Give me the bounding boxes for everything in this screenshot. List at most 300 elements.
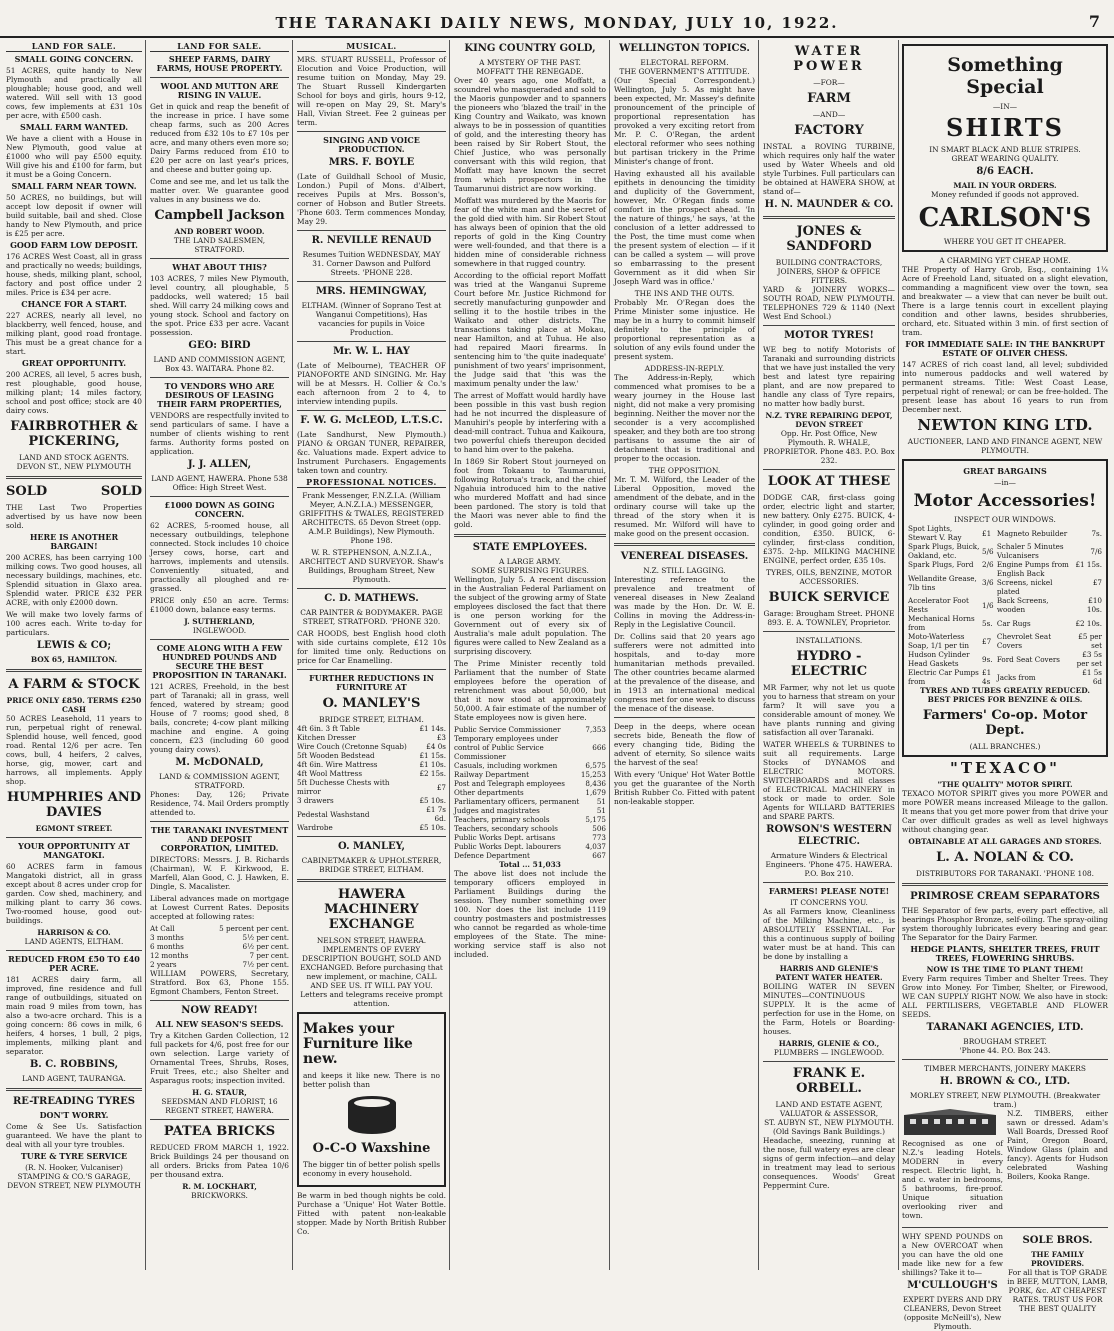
- divider: [297, 836, 446, 837]
- ad-heading: MOTOR TYRES!: [784, 330, 874, 341]
- article-paragraph: (Our Special Correspondent.) Wellington, July 5. As might have been expected, Mr. Massey's definite pronouncement of the principle of proportional representation has provoked a very exciting retort from Mr. P. C. O'Regan, the ardent electoral reformer who sees nothing but partisan trickery in the Prime Minister's change of front.: [614, 76, 755, 166]
- ad-text: With every 'Unique' Hot Water Bottle you get the guarantee of the North British Rubber Co. Fitted with patent non-leakable stopper.: [614, 770, 755, 806]
- ad-text: Recognised as one of N.Z.'s leading Hotels. MODERN in every respect. Electric light, h. and c. water in bedrooms, 5 bathrooms, fire-proof. Unique situation overlooking river and town.: [902, 1139, 1003, 1220]
- article-paragraph: Over 40 years ago, one Moffatt, a scoundrel who masqueraded and sold to the Maoris gunpowder and to spanners the pioneers who 'blazed the trail' in the King Country and Waikato, was known always to be in possession of quantities of gold, and the interesting theory has been raised by Sir Robert Stout, the Chief Justice, who was personally conversant with this wild region, that Moffatt may have known the secret from which prospectors in the Taumarunui district are now working.: [454, 76, 606, 193]
- ad-text: Try a Kitchen Garden Collection, 12 full packets for 4/6, post free for our own selection. Large variety of Ornamental Trees, Shrubs, Roses, Fruit Trees, etc.; also Shelter and Asparagus roots; inspection invited.: [150, 1031, 289, 1085]
- article-paragraph: Probably Mr. O'Regan does the Prime Minister some injustice. He may be in a hurry to commit himself definitely to the principle of proportional representation as a solution of any evils found under the present system.: [614, 298, 755, 361]
- article-subheading: THE GOVERNMENT'S ATTITUDE.: [619, 67, 750, 76]
- ad-text: 50 ACRES Leasehold, 11 years to run, perpetual right of renewal. Splendid house, well fenced, good road. Rental 12/6 per acre. Ten cows, bull, 4 heifers, 2 calves, horse, gig, mower, cart and harrows, all implements. Apply shop.: [6, 714, 142, 786]
- table-row: [908, 650, 1102, 668]
- item-price: £1 5s 6d: [1082, 668, 1102, 686]
- employee-count: 773: [592, 833, 606, 842]
- item-price: £1 15s.: [1075, 560, 1102, 569]
- ad-heading: YOUR OPPORTUNITY AT MANGATOKI.: [18, 841, 130, 860]
- ad-text: IN SMART BLACK AND BLUE STRIPES.: [929, 145, 1081, 154]
- employee-category: Temporary employees under control of Public Service Commissioner: [454, 734, 559, 761]
- firm-name: GEO: BIRD: [188, 340, 251, 351]
- ad-text: PRICE only £50 an acre. Terms: £1000 down, balance easy terms.: [150, 596, 289, 614]
- item-name: Accelerator Foot Rests: [908, 596, 969, 614]
- employee-count: 8,436: [585, 779, 606, 788]
- rate-value: 5½ per cent.: [242, 933, 289, 942]
- ad-text: Come & See Us. Satisfaction guaranteed. We have the plant to deal with all your tyre troubles.: [6, 1122, 142, 1149]
- divider: [902, 1059, 1108, 1060]
- mccullough-ad: [902, 1232, 1003, 1331]
- divider: [902, 1227, 1108, 1228]
- item-name: Electric Car Pumps from: [908, 668, 979, 686]
- item-name: Car Rugs: [996, 618, 1031, 628]
- firm-name-2: AND ROBERT WOOD.: [174, 227, 265, 236]
- item-price: 1/6: [982, 600, 994, 610]
- rate-value: 7½ per cent.: [242, 960, 289, 969]
- ad-text: WE beg to notify Motorists of Taranaki and surrounding districts that we have just installed the very best and latest tyre repairing plant, and are now prepared to handle any class of Tyre repairs, no matter how badly burst.: [763, 345, 895, 408]
- article-subheading: N.Z. STILL LAGGING.: [643, 566, 726, 575]
- ad-heading: HERE IS ANOTHER BARGAIN!: [29, 532, 119, 551]
- item-name: Wellandite Grease, 7lb tins: [908, 573, 977, 592]
- ad-heading: WOOL AND MUTTON ARE RISING IN VALUE.: [160, 81, 279, 100]
- item-name: 4ft 6in. 3 ft Table: [297, 724, 360, 733]
- article-headline: KING COUNTRY GOLD,: [464, 43, 596, 54]
- firm-name: TURE & TYRE SERVICE: [20, 1151, 128, 1161]
- firm-name: TARANAKI AGENCIES, LTD.: [926, 1022, 1084, 1033]
- firm-address: SEEDSMAN AND FLORIST, 16 REGENT STREET, HAWERA.: [161, 1097, 278, 1115]
- divider: [150, 77, 289, 78]
- employee-category: Railway Department: [454, 770, 530, 779]
- column-musical: [297, 40, 446, 1270]
- firm-address: DISTRIBUTORS FOR TARANAKI. 'PHONE 108.: [916, 869, 1094, 878]
- table-row: [908, 542, 1102, 560]
- ad-heading: TO VENDORS WHO ARE DESIROUS OF LEASING THEIR FARM PROPERTIES,: [157, 381, 282, 409]
- ad-heading: HEDGE PLANTS, SHELTER TREES, FRUIT TREES, FLOWERING SHRUBS.: [910, 944, 1100, 963]
- article-paragraph: Moffatt was murdered by the Maoris for fear of the white man and the secret of the gold died with him. Sir Robert Stout has always been of opinion that the old reports of gold in the King Country were well-founded, and that there is a hidden mine of considerable richness somewhere in that rugged country.: [454, 196, 606, 268]
- firm-contact: Office: High Street West.: [172, 483, 267, 492]
- table-row: [297, 742, 446, 751]
- column-land-for-sale-1: [6, 40, 142, 1270]
- firm-name: R. M. LOCKHART,: [182, 1182, 257, 1191]
- item-price: £7: [982, 636, 992, 646]
- employee-count: 51: [596, 797, 606, 806]
- ad-heading: Motor Accessories!: [913, 491, 1097, 511]
- table-row: [297, 733, 446, 742]
- ad-text: Liberal advances made on mortgage at Lowest Current Rates. Deposits accepted at following rates:: [150, 894, 289, 921]
- employee-category: Teachers, secondary schools: [454, 824, 558, 833]
- column-rule: [898, 40, 899, 1270]
- ad-heading: Something Special: [947, 54, 1063, 98]
- divider: [902, 883, 1108, 886]
- firm-name: L. A. NOLAN & CO.: [936, 850, 1074, 865]
- firm-name: HARRISON & CO.: [37, 928, 111, 937]
- article-subheading: ELECTORAL REFORM.: [640, 58, 729, 67]
- article-paragraph: Having exhausted all his available epithets in denouncing the timidity and duplicity of the Government, however, Mr. O'Regan finds some comfort in the prospect ahead. 'In the nature of things,' he says, 'at the conclusion of a letter addressed to the Post, the time must come when the present system of election — if it can be called a system — will prove so embarrassing to the present Government as it did when Sir Joseph Ward was in office.': [614, 169, 755, 286]
- ad-heading: SHEEP FARMS, DAIRY FARMS, HOUSE PROPERTY.: [156, 54, 283, 73]
- item-price: £1 10s.: [419, 760, 446, 769]
- firm-address: CABINETMAKER & UPHOLSTERER, BRIDGE STREET, ELTHAM.: [301, 856, 442, 874]
- divider: [763, 325, 895, 326]
- firm-name: J. SUTHERLAND,: [184, 617, 255, 626]
- ad-heading: WATER POWER: [793, 44, 865, 74]
- divider: [614, 543, 755, 546]
- firm-address: LAND AGENTS, ELTHAM.: [24, 937, 124, 946]
- divider: [6, 837, 142, 838]
- article-paragraph: The Prime Minister recently told Parliament that the number of State employees before the operation of retrenchment was about 50,000, but that it now stood at approximately 50,000. A fair estimate of the number of State employees now is given here.: [454, 659, 606, 722]
- ad-text: MR Farmer, why not let us quote you to harness that stream on your farm? It will save you a considerable amount of money. We have plants running and giving satisfaction all over Taranaki.: [763, 683, 895, 737]
- column-rule: [758, 40, 759, 1270]
- ad-text: YARD & JOINERY WORKS— SOUTH ROAD, NEW PLYMOUTH. TELEPHONES 729 & 1140 (Next West End School.): [763, 285, 895, 321]
- table-row: [297, 760, 446, 769]
- firm-address: LAND AGENT, HAWERA. Phone 538: [151, 474, 288, 483]
- column-ads-1: [763, 40, 895, 1270]
- table-row: [454, 842, 606, 851]
- article-paragraph: The Address-in-Reply, which commenced what promises to be a weary journey in the House last night, did not make a very promising beginning. Neither the mover nor the seconder is a very accomplished speaker, and they both are too strong partisans to assume the air of detachment that is traditional and proper to the occasion.: [614, 373, 755, 463]
- divider: [150, 639, 289, 640]
- sold-banner: [6, 484, 142, 499]
- firm-address: Armature Winders & Electrical Engineers. 'Phone 475. HAWERA. P.O. Box 210.: [765, 851, 893, 878]
- employee-count: 15,253: [580, 770, 606, 779]
- firm-name: H. G. STAUR,: [192, 1088, 247, 1097]
- ad-subheading: —AND—: [812, 110, 846, 119]
- item-price: £4 0s: [426, 742, 446, 751]
- ad-text: As all Farmers know, Cleanliness of the Milking Machine, etc., is ABSOLUTELY ESSENTIAL. For this a continuous supply of boiling water must be at hand. This can be done by installing a: [763, 907, 895, 961]
- article-paragraph: Mr. T. M. Wilford, the Leader of the Liberal Opposition, moved the amendment of the debate, and in the ordinary course will take up the thread of the story when it is resumed. Mr. Wilford will have to make good on the present occasion.: [614, 475, 755, 538]
- divider: [6, 669, 142, 672]
- firm-name: BUICK SERVICE: [768, 590, 890, 605]
- ad-text: (Late of Melbourne), TEACHER OF PIANOFORTE AND SINGING. Mr. Hay will be at Messrs. H. Collier & Co.'s each afternoon from 2 to 4, to interview intending pupils.: [297, 361, 446, 406]
- ad-text: GREAT WEARING QUALITY.: [951, 154, 1059, 163]
- firm-trade: TIMBER MERCHANTS, JOINERY MAKERS: [924, 1064, 1086, 1073]
- ad-heading: SMALL GOING CONCERN.: [14, 54, 134, 64]
- table-row: [297, 805, 446, 823]
- table-row: [908, 524, 1102, 542]
- ad-text: N.Z. TIMBERS, either sawn or dressed. Adam's Wall Boards, Dressed Roof Paint, Oregon Board, Window Glass (plain and fancy). Agents for Hudson celebrated Washing Boilers, Kooka Range.: [1007, 1109, 1108, 1181]
- firm-address: INGLEWOOD.: [192, 626, 247, 635]
- article-subheading: ADDRESS-IN-REPLY.: [644, 364, 725, 373]
- firm-address: LAND AND ESTATE AGENT, VALUATOR & ASSESSOR,: [775, 1100, 883, 1118]
- item-name: 5ft Duchesse Chests with mirror: [297, 778, 390, 796]
- ad-heading: NOW READY!: [181, 1005, 258, 1016]
- firm-address: MORLEY STREET, NEW PLYMOUTH. (Breakwater tram.): [909, 1091, 1101, 1109]
- ad-heading: SHIRTS: [946, 113, 1064, 142]
- ad-subheading: IT CONCERNS YOU.: [790, 898, 868, 907]
- ad-text: ELTHAM. (Winner of Soprano Test at Wanganui Competitions), Has vacancies for pupils in Voice Production.: [301, 301, 442, 337]
- ad-heading: PRIMROSE CREAM SEPARATORS: [910, 891, 1100, 902]
- ad-text: 181 ACRES dairy farm, all improved, fine residence and full range of outbuildings, situated on main road 9 miles from town, has also a two-acre orchard. This is a going concern: 86 cows in milk, 6 heifers, 4 horses, 1 bull, 2 pigs, implements, milking plant and separator.: [6, 975, 142, 1056]
- item-price: £2 10s.: [1075, 618, 1102, 628]
- ad-heading: FARM: [807, 91, 851, 106]
- ad-text: (Late Sandhurst, New Plymouth.) PIANO & ORGAN TUNER, REPAIRER, &c. Valuations made. Expert advice to Instrument Purchasers. Engagements taken town and country.: [297, 430, 446, 475]
- item-name: Pedestal Washstand: [297, 809, 370, 819]
- employee-count: 506: [592, 824, 606, 833]
- ad-text: THE Last Two Properties advertised by us have now been sold.: [6, 503, 142, 530]
- carlsons-shirts-ad: [902, 44, 1108, 252]
- teacher-name: MRS. HEMINGWAY,: [316, 286, 427, 297]
- firm-name: O. MANLEY'S: [322, 696, 421, 711]
- firm-address: PLUMBERS — INGLEWOOD.: [773, 1048, 885, 1057]
- sole-bros-ad: [1007, 1232, 1108, 1331]
- firm-address: BRIDGE STREET, ELTHAM.: [319, 715, 424, 724]
- article-subheading: THE OPPOSITION.: [648, 466, 721, 475]
- table-row: [297, 823, 446, 832]
- section-heading: LAND FOR SALE.: [6, 42, 142, 52]
- deposit-rates-table: [150, 924, 289, 969]
- divider: [297, 879, 446, 882]
- ad-tagline: WHERE YOU GET IT CHEAPER.: [943, 237, 1067, 246]
- firm-name: Campbell Jackson: [154, 208, 285, 223]
- rate-value: 6½ per cent.: [242, 942, 289, 951]
- ad-text: 200 ACRES, has been carrying 100 milking cows. Two good houses, all necessary buildings, machines, etc. Splendid situation in Glaxo area. Splendid water. PRICE £32 PER ACRE, with only £2000 down.: [6, 553, 142, 607]
- firm-name: C. D. MATHEWS.: [324, 593, 419, 604]
- article-headline: VENEREAL DISEASES.: [620, 551, 749, 562]
- firm-branches: (ALL BRANCHES.): [969, 742, 1041, 751]
- ad-subheading: INSTALLATIONS.: [795, 636, 863, 645]
- divider: [763, 631, 895, 632]
- firm-address: Opp. Hr. Post Office, New Plymouth. R. WHALE, PROPRIETOR. Phone 483. P.O. Box 232.: [763, 429, 895, 465]
- item-name: Wire Couch (Cretonne Squab): [297, 742, 407, 751]
- table-row: [454, 815, 606, 824]
- ad-text: 62 ACRES, 5-roomed house, all necessary outbuildings, telephone connected. Stock includes 10 choice Jersey cows, horse, cart and harrows, implements and utensils. Conveniently situated, and practically all ploughed and re-grassed.: [150, 521, 289, 593]
- item-price: £3: [436, 733, 446, 742]
- ad-text: 200 ACRES, all level, 5 acres bush, rest ploughable, good house, milking plant; 14 miles factory, school and post office; stock are 40 dairy cows.: [6, 370, 142, 415]
- accessories-price-table: [908, 524, 1102, 686]
- firm-name: M. McDONALD,: [175, 757, 264, 768]
- tuner-name: F. W. G. McLEOD, L.T.S.C.: [300, 415, 443, 426]
- article-paragraph: The above list does not include the temporary officers employed in Parliament Buildings during the session. They number something over 100. Nor does the list include 1119 country postmasters and postmistresses who cannot be regarded as whole-time employees of the State. The mine-working service staff is also not included.: [454, 869, 606, 959]
- firm-name: LEWIS & CO;: [36, 640, 112, 651]
- firm-name: J. J. ALLEN,: [187, 459, 252, 470]
- item-price: £7: [436, 782, 446, 792]
- firm-address: BROUGHAM STREET.: [963, 1037, 1047, 1046]
- firm-name: Farmers' Co-op. Motor Dept.: [922, 708, 1088, 738]
- ad-text: Resumes Tuition WEDNESDAY, MAY 31. Corner Dawson and Pulford Streets. 'PHONE 228.: [302, 250, 441, 277]
- ad-text: REDUCED FROM MARCH 1, 1922. Brick Buildings 24 per thousand on all orders. Bricks from Patea 10/6 per thousand extra.: [150, 1143, 289, 1179]
- ad-text: W. R. STEPHENSON, A.N.Z.I.A., ARCHITECT AND SURVEYOR. Shaw's Buildings, Brougham Street, New Plymouth.: [299, 548, 444, 584]
- employee-category: Other departments: [454, 788, 524, 797]
- divider: [297, 588, 446, 589]
- item-name: Mechanical Horns from: [908, 614, 975, 632]
- ad-heading: HYDRO - ELECTRIC: [790, 649, 868, 679]
- column-ads-2: [902, 40, 1108, 1331]
- rate-term: 12 months: [150, 951, 189, 960]
- firm-address: EXPERT DYERS AND DRY CLEANERS, Devon Street (opposite McNeill's), New Plymouth.: [902, 1295, 1003, 1331]
- ad-text: Money refunded if goods not approved.: [931, 190, 1079, 199]
- ad-text: Headache, sneezing, running at the nose, full watery eyes are clear signs of germ infection—and delay in treatment may lead to serious consequences. Woods' Great Peppermint Cure.: [763, 1136, 895, 1190]
- table-row: [908, 632, 1102, 650]
- divider: [6, 476, 142, 479]
- ad-heading: COME ALONG WITH A FEW HUNDRED POUNDS AND SECURE THE BEST PROPOSITION IN TARANAKI.: [152, 643, 287, 680]
- bottom-ads-row: [902, 1232, 1108, 1331]
- column-news-2: [614, 40, 755, 1270]
- firm-name: M'CULLOUGH'S: [907, 1280, 998, 1291]
- firm-name: HARRIS, GLENIE & CO.,: [778, 1039, 880, 1048]
- firm-name: HUMPHRIES AND DAVIES: [6, 790, 142, 820]
- table-row: [297, 724, 446, 733]
- firm-name: ROWSON'S WESTERN ELECTRIC.: [766, 824, 892, 847]
- table-total: Total ... 51,033: [499, 860, 561, 869]
- ad-price: 8/6 EACH.: [976, 166, 1034, 177]
- firm-contact: Phones: Day, 126; Private Residence, 74. Mail Orders promptly attended to.: [150, 790, 289, 817]
- ad-text: Deep in the deeps, where ocean secrets bide, Beneath the flow of every changing tide, Biding the advent of eternity, So silence waits the harvest of the sea!: [614, 722, 755, 767]
- item-name: Schaler 5 Minutes Vulcanisers: [996, 542, 1064, 560]
- item-name: Engine Pumps from: [996, 560, 1069, 569]
- item-name: Chevrolet Seat Covers: [996, 632, 1052, 650]
- item-price: 3/6: [982, 578, 994, 587]
- column-land-for-sale-2: [150, 40, 289, 1270]
- masthead: [0, 6, 1114, 38]
- divider: [150, 258, 289, 259]
- item-name: 4ft 6in. Wire Mattress: [297, 760, 378, 769]
- table-row: [908, 569, 1102, 596]
- timber-ad: [1007, 1109, 1108, 1223]
- product-name: PATENT WATER HEATER.: [775, 973, 883, 982]
- employee-count: 51: [596, 806, 606, 815]
- ad-brand: O-C-O Waxshine: [312, 1141, 431, 1156]
- directors: DIRECTORS: Messrs. J. B. Richards (Chairman), W. F. Kirkwood, E. Marfell, Alan Good, C. J. Hawken, E. Dingle, S. Macalister.: [150, 855, 289, 891]
- firm-name: JONES & SANDFORD: [786, 224, 872, 254]
- table-row: [454, 779, 606, 788]
- firm-name: NEWTON KING LTD.: [917, 416, 1093, 434]
- hotel-building-icon: [902, 1109, 998, 1137]
- ad-price: PRICE ONLY £850. TERMS £250 CASH: [6, 696, 142, 714]
- ad-brand: CARLSON'S: [918, 203, 1092, 233]
- ad-text: TEXACO MOTOR SPIRIT gives you more POWER and more POWER means increased Mileage to the gallon. It means that you get more power from that drive your Car over difficult grades as well as level highways without changing gear.: [902, 789, 1108, 834]
- ad-heading: LOOK AT THESE: [767, 474, 891, 489]
- sold-right: SOLD: [100, 484, 142, 499]
- item-price: £10 10s.: [1086, 596, 1102, 614]
- table-row: [297, 751, 446, 760]
- employee-category: Parliamentary officers, permanent: [454, 797, 580, 806]
- item-price: 7s.: [1091, 528, 1102, 538]
- rate-term: 2 years: [150, 960, 177, 969]
- ad-text: Be warm in bed though nights be cold. Purchase a 'Unique' Hot Water Bottle. Fitted with patent non-leakable stopper. Made by North British Rubber Co.: [297, 1191, 446, 1236]
- firm-name: HARRIS AND GLENIE'S: [779, 964, 879, 973]
- firm-contact: Box 43. WAITARA. Phone 82.: [165, 364, 274, 373]
- rate-term: 3 months: [150, 933, 184, 942]
- firm-name: N.Z. TYRE REPAIRING DEPOT, DEVON STREET: [765, 411, 893, 429]
- article-paragraph: Dr. Collins said that 20 years ago sufferers were not admitted into hospitals, and to-day more humanitarian methods prevailed. The other countries became alarmed at the prevalence of the disease, and in 1913 an international medical congress met for one week to discuss the menace of the disease.: [614, 632, 755, 713]
- ad-heading: REDUCED FROM £50 TO £40 PER ACRE.: [8, 954, 140, 973]
- ad-heading: WHAT ABOUT THIS?: [172, 262, 267, 272]
- ad-slogan: Makes your Furniture like new.: [303, 1021, 413, 1067]
- item-name: Jacks from: [996, 672, 1036, 682]
- divider: [150, 821, 289, 822]
- item-price: 5s.: [982, 618, 993, 628]
- teacher-name: Mr. W. L. HAY: [333, 346, 410, 357]
- ad-heading: FACTORY: [794, 123, 864, 138]
- employee-category: Public Works Dept. artisans: [454, 833, 556, 842]
- table-row: [454, 851, 606, 860]
- ad-heading: CHANCE FOR A START.: [21, 299, 127, 309]
- item-price: £1 14s.: [419, 724, 446, 733]
- ad-heading: "TEXACO": [950, 759, 1060, 777]
- divider: [297, 341, 446, 342]
- ad-text: TYRES AND TUBES GREATLY REDUCED. BEST PRICES FOR BENZINE & OILS.: [919, 686, 1091, 704]
- state-employees-table: [454, 725, 606, 860]
- ad-text: NELSON STREET, HAWERA. IMPLEMENTS OF EVERY DESCRIPTION BOUGHT, SOLD AND EXCHANGED. Before purchasing that new implement, or machine, CALL AND SEE US. IT WILL PAY YOU. Letters and telegrams receive prompt attention.: [300, 936, 443, 1008]
- item-name: English Back Screens, nickel plated: [996, 569, 1053, 596]
- item-name: Hudson Cylinder Head Gaskets: [908, 650, 970, 668]
- rate-term: 6 months: [150, 942, 184, 951]
- firm-tagline: THE FAMILY PROVIDERS.: [1030, 1250, 1085, 1268]
- employee-count: 6,575: [585, 761, 606, 770]
- divider: [150, 1000, 289, 1001]
- employee-count: 1,679: [585, 788, 606, 797]
- ad-text: 50 ACRES, no buildings, but will accept low deposit if owner will build suitable, bail and shed. Close handy to New Plymouth, and price is £25 per acre.: [6, 193, 142, 238]
- ad-heading: GOOD FARM LOW DEPOSIT.: [10, 240, 138, 250]
- firm-contact: ST. AUBYN ST., NEW PLYMOUTH. (Old Savings Bank Buildings.): [764, 1118, 894, 1136]
- section-heading: LAND FOR SALE.: [150, 42, 289, 52]
- employee-count: 667: [592, 851, 606, 860]
- item-price: 7/6: [1090, 546, 1102, 556]
- ad-subheading: —FOR—: [813, 78, 845, 87]
- ad-text: CAR PAINTER & BODYMAKER. PAGE STREET, STRATFORD. 'PHONE 320.: [300, 608, 443, 626]
- ad-heading: A FARM & STOCK: [8, 677, 140, 692]
- item-price: 2/6: [982, 560, 994, 569]
- divider: [614, 717, 755, 718]
- ad-heading: GREAT OPPORTUNITY.: [22, 358, 126, 368]
- item-name: Back Screens, wooden: [996, 596, 1049, 614]
- ad-text: WATER WHEELS & TURBINES to suit all requirements. Large Stocks of DYNAMOS and ELECTRIC MOTORS. SWITCHBOARDS and all classes of ELECTRICAL MACHINERY in stock or made to order. Sole Agents for WILLARD BATTERIES and SPARE PARTS.: [763, 740, 895, 821]
- ad-text: TYRES, OILS, BENZINE, MOTOR ACCESSORIES.: [766, 568, 892, 586]
- ad-heading: GREAT BARGAINS: [963, 466, 1047, 476]
- ad-text: 103 ACRES, 7 miles New Plymouth, level country, all ploughable, 5 paddocks, well watered; 15 bail shed. Will carry 24 milking cows and young stock. School and factory on the spot. Price £33 per acre. Vacant possession.: [150, 274, 289, 337]
- article-subheading: A LARGE ARMY.: [499, 557, 561, 566]
- item-price: 5/6: [982, 546, 994, 556]
- table-row: [150, 942, 289, 951]
- divider: [454, 534, 606, 537]
- ad-text: We will make two lovely farms of 100 acres each. Write to-day for particulars.: [6, 610, 142, 637]
- table-row: [150, 924, 289, 933]
- item-name: Wardrobe: [297, 823, 333, 832]
- firm-address: BOX 65, HAMILTON.: [30, 655, 118, 664]
- ad-heading: FURTHER REDUCTIONS IN FURNITURE AT: [309, 673, 434, 692]
- ad-heading: FOR IMMEDIATE SALE: IN THE BANKRUPT ESTATE OF OLIVER CHESS.: [905, 339, 1105, 358]
- ad-heading: PATEA BRICKS: [163, 1124, 276, 1139]
- item-price: £1 15s.: [419, 751, 446, 760]
- firm-name: O. MANLEY,: [337, 841, 406, 852]
- employee-count: 5,175: [585, 815, 606, 824]
- ad-text: For all that is TOP GRADE in BEEF, MUTTON, LAMB, PORK, &c. AT CHEAPEST RATES. TRUST US FOR THE BEST QUALITY: [1007, 1268, 1108, 1313]
- item-price: £1 4s: [982, 668, 992, 686]
- table-row: [908, 560, 1102, 569]
- motor-accessories-ad: [902, 459, 1108, 757]
- employee-category: Casuals, including workmen: [454, 761, 558, 770]
- firm-name: FRANK E. ORBELL.: [792, 1066, 866, 1096]
- ad-text: 227 ACRES, nearly all level, no blackberry, well fenced, house, and milking plant, good road frontage. This must be a great chance for a start.: [6, 311, 142, 356]
- table-row: [150, 933, 289, 942]
- table-row: [454, 734, 606, 761]
- firm-name: H. BROWN & CO., LTD.: [939, 1076, 1071, 1087]
- table-row: [297, 769, 446, 778]
- divider: [297, 410, 446, 411]
- divider: [6, 1088, 142, 1091]
- column-rule: [609, 40, 610, 1270]
- employee-category: Public Works Dept. labourers: [454, 842, 561, 851]
- ad-text: 51 ACRES, quite handy to New Plymouth and practically all ploughable; house good, and well watered. Will sell with 13 good cows, few implements at £31 10s per acre, with £500 cash.: [6, 66, 142, 120]
- ad-subheading: ALL NEW SEASON'S SEEDS.: [155, 1019, 284, 1029]
- ad-subheading: NOW IS THE TIME TO PLANT THEM!: [926, 965, 1084, 974]
- article-paragraph: The arrest of Moffatt would hardly have been possible in this vast bush region had he not incurred the displeasure of Manuhiri's people by interfering with a dead-mill contract. Tuhua and Kaikoura, two powerful chiefs thereupon decided to hand him over to the pakeha.: [454, 391, 606, 454]
- divider: [297, 230, 446, 231]
- table-row: [454, 833, 606, 842]
- ad-text: Get in quick and reap the benefit of the increase in price. I have some cheap farms, such as 200 Acres reduced from £32 10s to £7 10s per acre, and many others even more so; Dairy Farms reduced from £10 to £20 per acre on last year's prices, and cheese and butter going up.: [150, 102, 289, 174]
- item-name: Ford Seat Covers: [996, 654, 1060, 664]
- divider: [150, 377, 289, 378]
- divider: [763, 882, 895, 883]
- hotel-timber-row: [902, 1109, 1108, 1223]
- article-headline: WELLINGTON TOPICS.: [619, 43, 750, 54]
- rate-term: At Call: [150, 924, 175, 933]
- article-paragraph: In 1869 Sir Robert Stout journeyed on foot from Tokaanu to Taumarunui, following Rotorua's track, and the chief Ngahuia introduced him to the native who murdered Moffatt and had since been pardoned. The story is told that the Maori was never able to find the gold.: [454, 457, 606, 529]
- article-headline: STATE EMPLOYEES.: [472, 542, 588, 553]
- article-subheading: A MYSTERY OF THE PAST.: [479, 58, 581, 67]
